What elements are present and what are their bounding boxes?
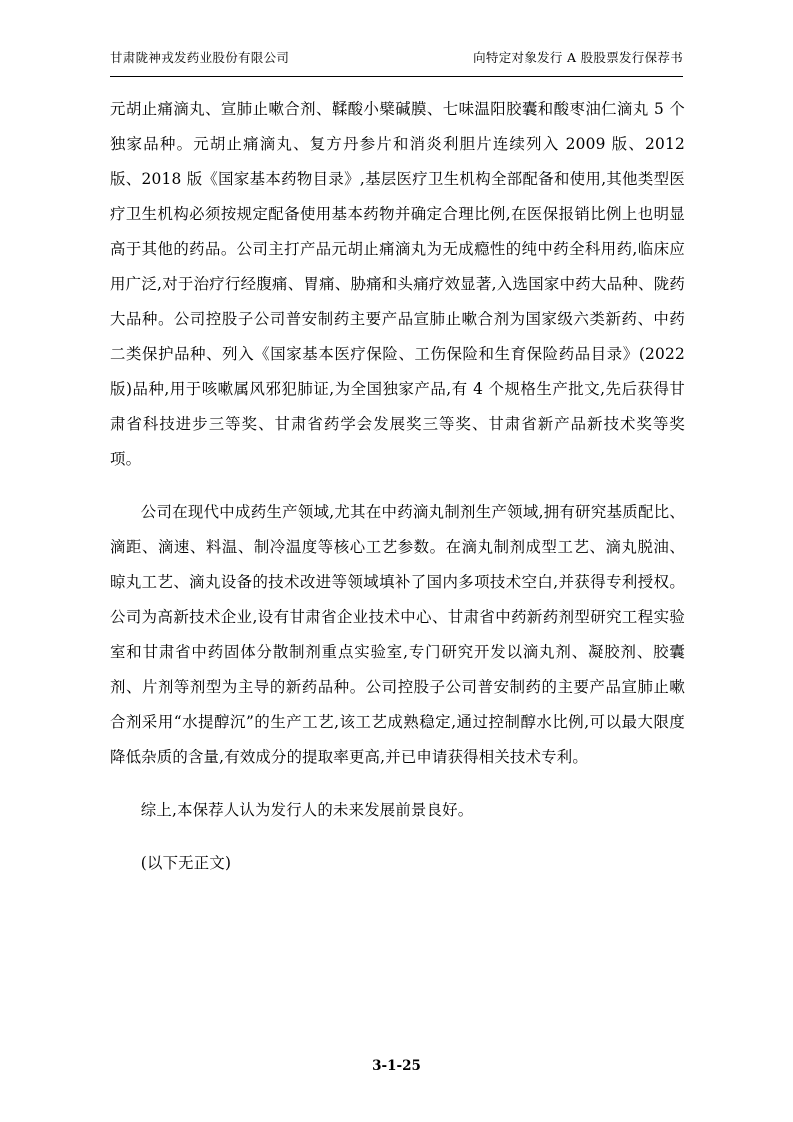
header-document-title: 向特定对象发行 A 股股票发行保荐书 — [473, 50, 683, 65]
page-header — [110, 48, 683, 66]
page-number: 3-1-25 — [372, 1058, 421, 1074]
paragraph-spacer — [110, 477, 685, 495]
paragraph-4: (以下无正文) — [140, 854, 232, 872]
paragraph-2: 公司在现代中成药生产领域,尤其在中药滴丸制剂生产领域,拥有研究基质配比、滴距、滴速、料温、制冷温度等核心工艺参数。在滴丸制剂成型工艺、滴丸脱油、晾丸工艺、滴丸设备的技术改进等领域填补了国内多项技术空白,并获得专利授权。公司为高新技术企业,设有甘肃省企业技术中心、甘肃省中药新药剂型研究工程实验室和甘肃省中药固体分散制剂重点实验室,专门研究开发以滴丸剂、凝胶剂、胶囊剂、片剂等剂型为主导的新药品种。公司控股子公司普安制药的主要产品宣肺止嗽合剂采用“水提醇沉”的生产工艺,该工艺成熟稳定,通过控制醇水比例,可以最大限度降低杂质的含量,有效成分的提取率更高,并已申请获得相关技术专利。 — [110, 503, 685, 766]
paragraph-spacer — [110, 828, 685, 846]
paragraph-3: 综上,本保荐人认为发行人的未来发展前景良好。 — [140, 801, 474, 819]
paragraph-1: 元胡止痛滴丸、宣肺止嗽合剂、鞣酸小檗碱膜、七味温阳胶囊和酸枣油仁滴丸 5 个独家品种。元胡止痛滴丸、复方丹参片和消炎利胆片连续列入 2009 版、2012 版、2018 版《国家基本药物目录》,基层医疗卫生机构全部配备和使用,其他类型医疗卫生机构必须按规定配备使用基本药物并确定合理比例,在医保报销比例上也明显高于其他的药品。公司主打产品元胡止痛滴丸为无成瘾性的纯中药全科用药,临床应用广泛,对于治疗行经腹痛、胃痛、胁痛和头痛疗效显著,入选国家中药大品种、陇药大品种。公司控股子公司普安制药主要产品宣肺止嗽合剂为国家级六类新药、中药二类保护品种、列入《国家基本医疗保险、工伤保险和生育保险药品目录》(2022 版)品种,用于咳嗽属风邪犯肺证,为全国独家产品,有 4 个规格生产批文,先后获得甘肃省科技进步三等奖、甘肃省药学会发展奖三等奖、甘肃省新产品新技术奖等奖项。 — [110, 100, 685, 468]
paragraph-spacer — [110, 775, 685, 793]
page-content — [110, 92, 685, 881]
header-divider — [110, 76, 683, 77]
header-company-name: 甘肃陇神戎发药业股份有限公司 — [110, 50, 290, 65]
page-footer — [0, 1058, 793, 1074]
